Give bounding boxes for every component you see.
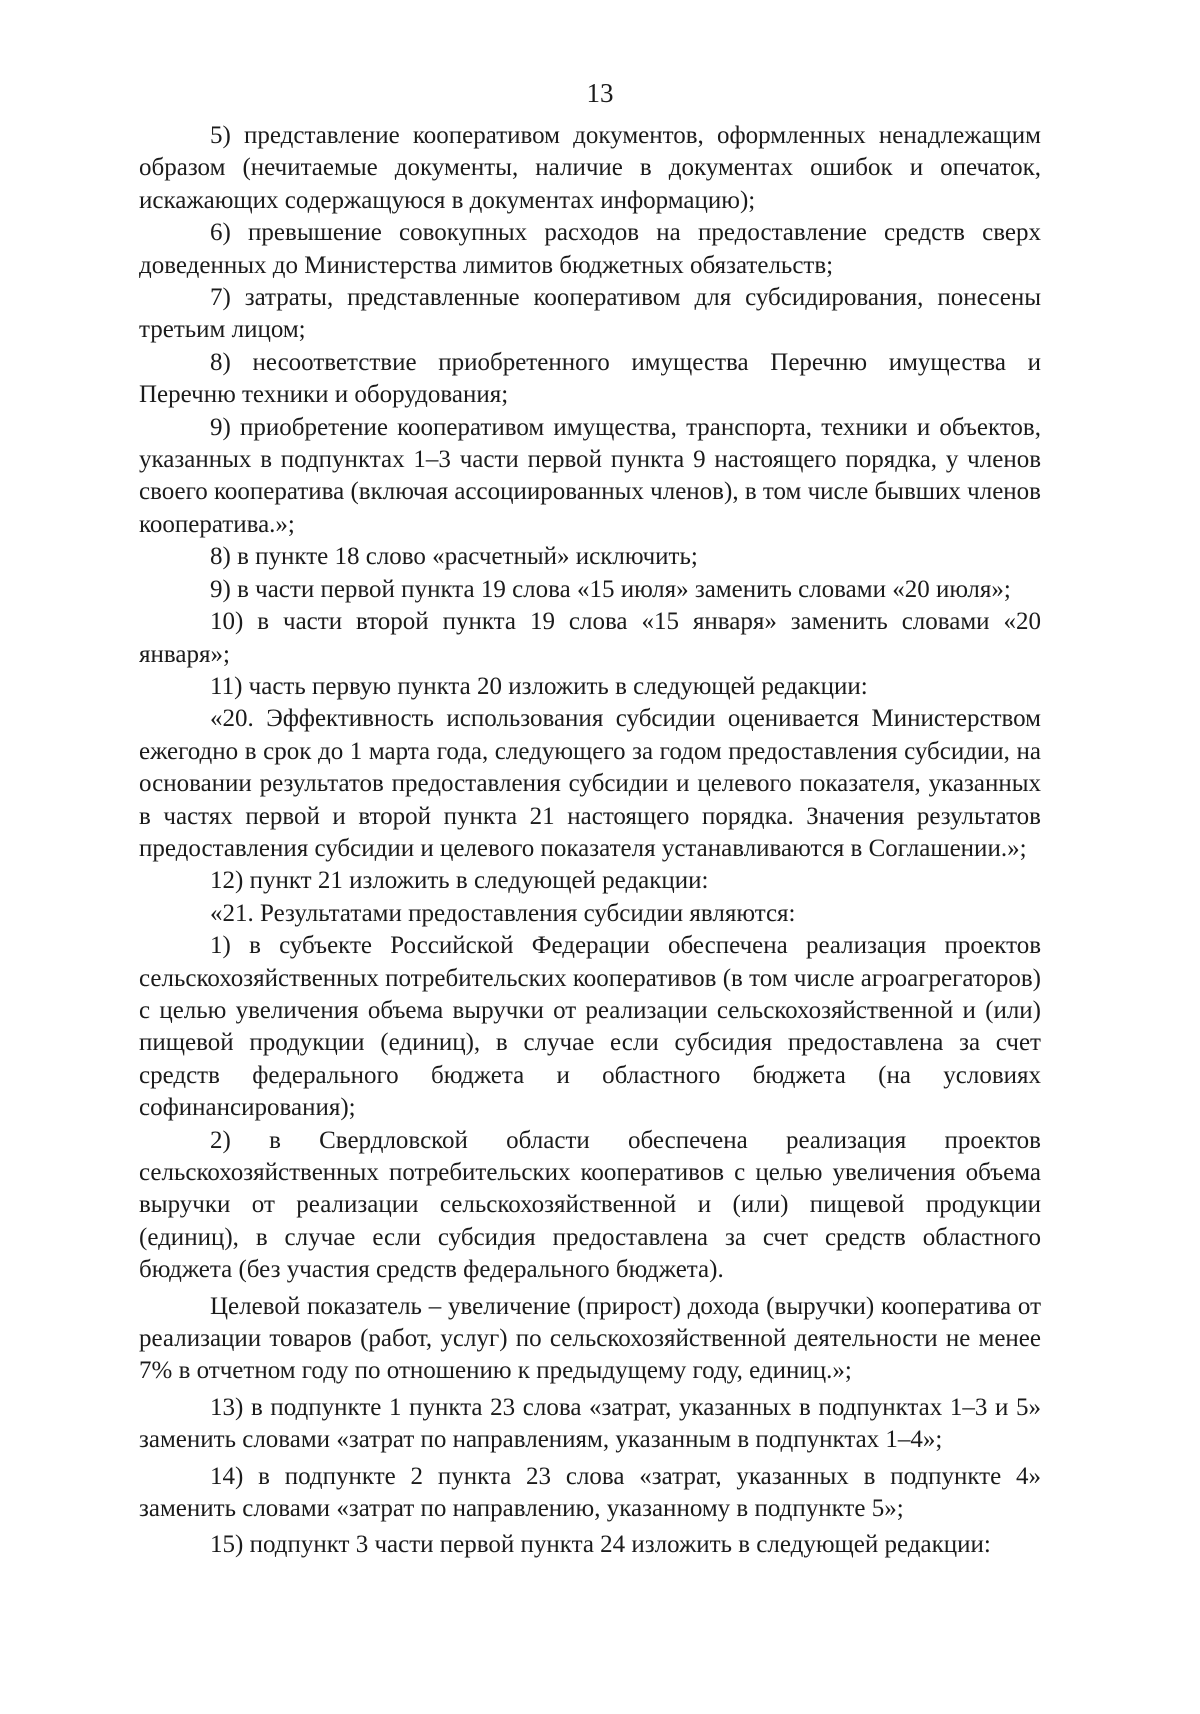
paragraph: 12) пункт 21 изложить в следующей редакции:: [210, 867, 709, 895]
paragraph: 14) в подпункте 2 пункта 23 слова «затрат, указанных в подпункте 4» заменить словами «затрат по направлению, указанному в подпункте 5»;: [139, 1462, 1041, 1523]
page-number: 13: [586, 78, 614, 108]
document-body: [139, 120, 1041, 1562]
paragraph: 11) часть первую пункта 20 изложить в следующей редакции:: [210, 672, 868, 700]
paragraph: 5) представление кооперативом документов, оформленных ненадлежащим образом (нечитаемые документы, наличие в документах ошибок и опечаток, искажающих содержащуюся в документах информацию);: [139, 122, 1041, 214]
paragraph: 9) в части первой пункта 19 слова «15 июля» заменить словами «20 июля»;: [210, 575, 1011, 603]
paragraph: 8) несоответствие приобретенного имущества Перечню имущества и Перечню техники и оборудования;: [139, 348, 1041, 409]
paragraph: 9) приобретение кооперативом имущества, транспорта, техники и объектов, указанных в подпунктах 1–3 части первой пункта 9 настоящего порядка, у членов своего кооператива (включая ассоциированных членов), в том числе бывших членов кооператива.»;: [139, 413, 1041, 538]
paragraph: 8) в пункте 18 слово «расчетный» исключить;: [210, 543, 698, 571]
paragraph: 2) в Свердловской области обеспечена реализация проектов сельскохозяйственных потребительских кооперативов с целью увеличения объема выручки от реализации сельскохозяйственной и (или) пищевой продукции (единиц), в случае если субсидия предоставлена за счет средств областного бюджета (без участия средств федерального бюджета).: [139, 1126, 1041, 1284]
paragraph: 7) затраты, представленные кооперативом для субсидирования, понесены третьим лицом;: [139, 284, 1041, 344]
paragraph: 6) превышение совокупных расходов на предоставление средств сверх доведенных до Министерства лимитов бюджетных обязательств;: [139, 219, 1041, 279]
paragraph: Целевой показатель – увеличение (прирост) дохода (выручки) кооператива от реализации товаров (работ, услуг) по сельскохозяйственной деятельности не менее 7% в отчетном году по отношению к предыдущему году, единиц.»;: [139, 1292, 1041, 1385]
paragraph: 13) в подпункте 1 пункта 23 слова «затрат, указанных в подпунктах 1–3 и 5» заменить словами «затрат по направлениям, указанным в подпунктах 1–4»;: [139, 1393, 1041, 1454]
paragraph: 10) в части второй пункта 19 слова «15 января» заменить словами «20 января»;: [139, 608, 1041, 668]
paragraph: «20. Эффективность использования субсидии оценивается Министерством ежегодно в срок до 1 марта года, следующего за годом предоставления субсидии, на основании результатов предоставления субсидии и целевого показателя, указанных в частях первой и второй пункта 21 настоящего порядка. Значения результатов предоставления субсидии и целевого показателя устанавливаются в Соглашении.»;: [139, 705, 1041, 862]
paragraph: 1) в субъекте Российской Федерации обеспечена реализация проектов сельскохозяйственных потребительских кооперативов (в том числе агроагрегаторов) с целью увеличения объема выручки от реализации сельскохозяйственной и (или) пищевой продукции (единиц), в случае если субсидия предоставлена за счет средств федерального бюджета и областного бюджета (на условиях софинансирования);: [139, 932, 1041, 1122]
paragraph: «21. Результатами предоставления субсидии являются:: [210, 899, 796, 927]
paragraph: 15) подпункт 3 части первой пункта 24 изложить в следующей редакции:: [210, 1531, 991, 1559]
